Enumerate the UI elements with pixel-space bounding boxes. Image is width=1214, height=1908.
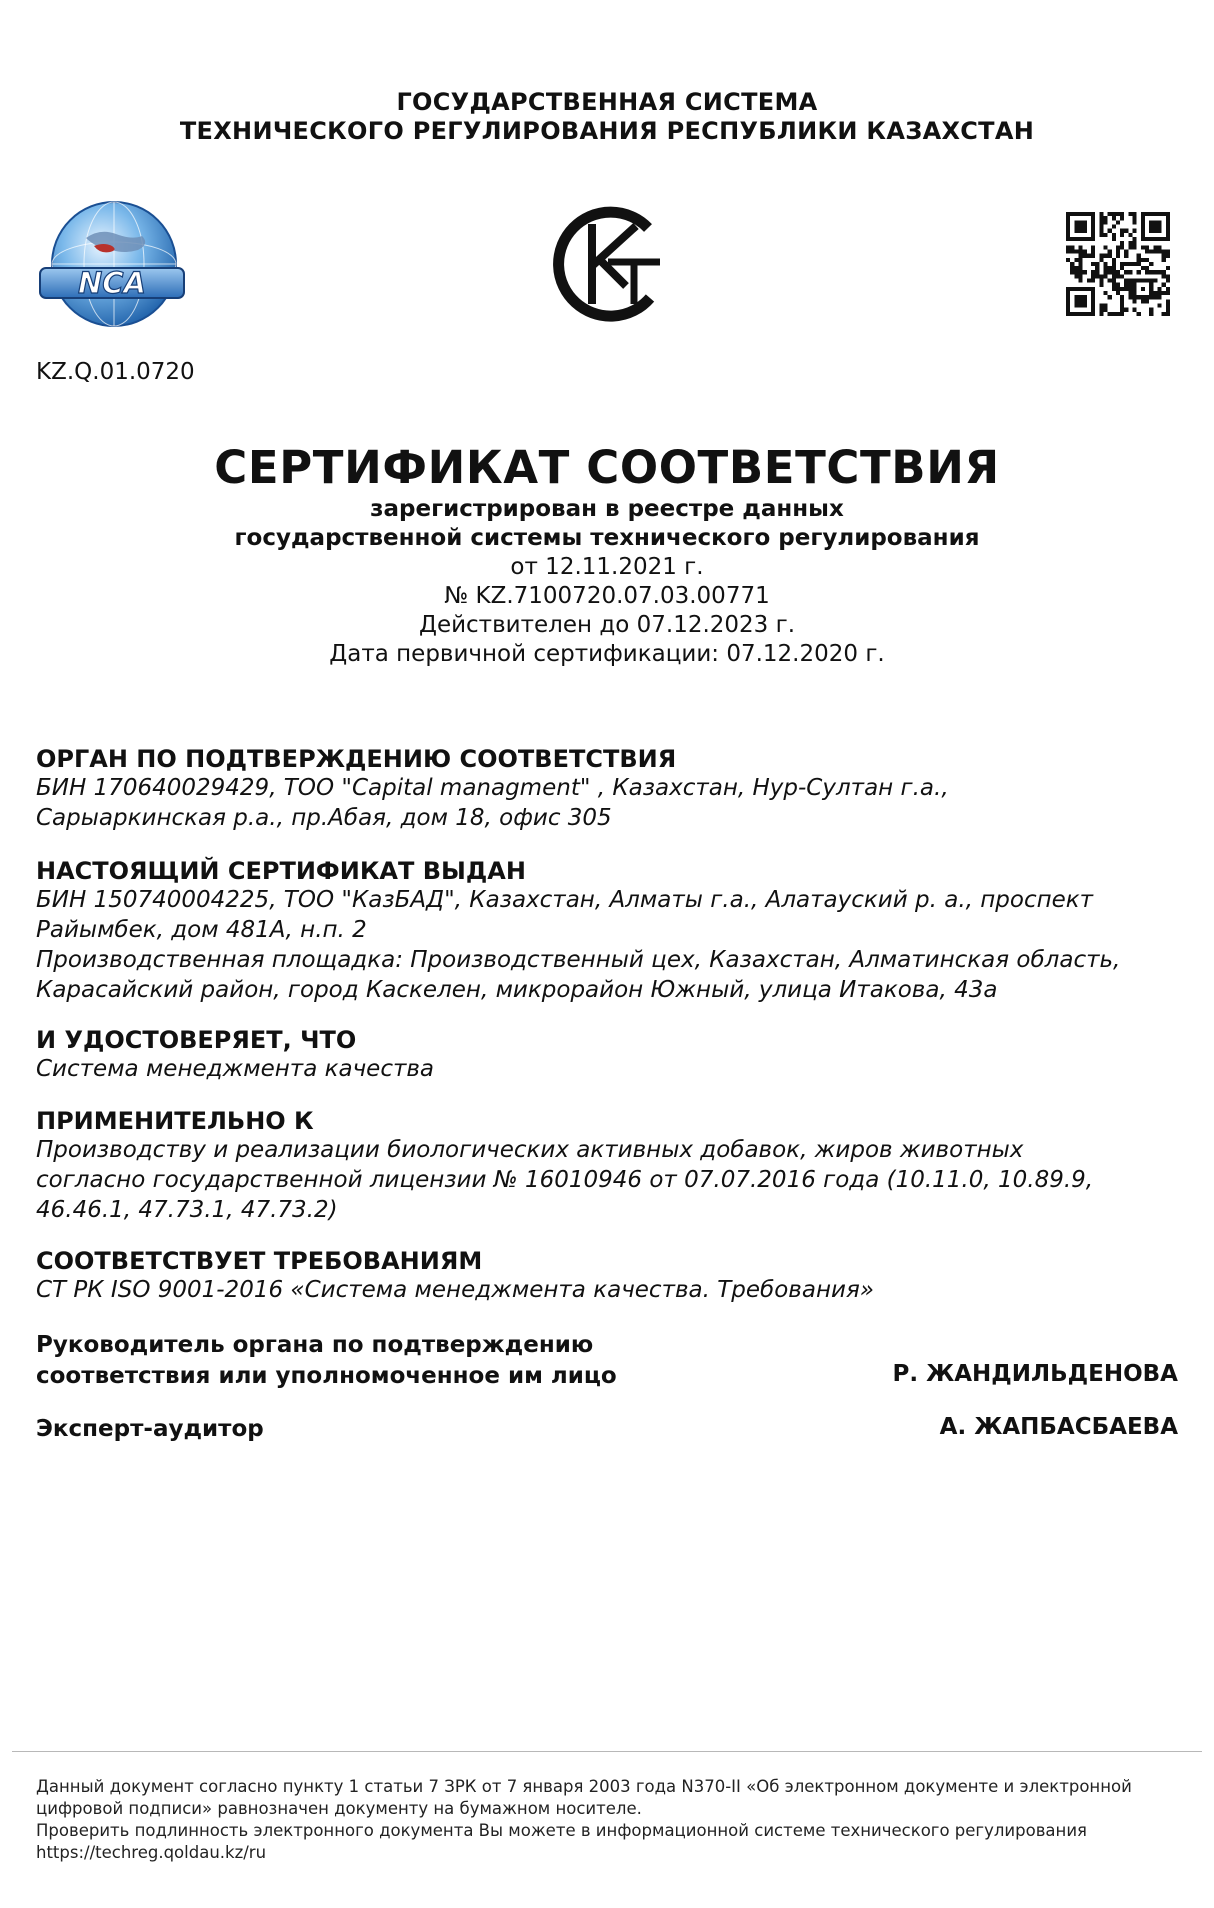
footer-line: Проверить подлинность электронного документа Вы можете в информационной системе технического регулирования (36, 1821, 1087, 1840)
footer-line: Данный документ согласно пункту 1 статьи 7 ЗРК от 7 января 2003 года N370-II «Об электронном документе и электронной (36, 1777, 1132, 1796)
section-line: Производству и реализации биологических активных добавок, жиров животных (36, 1137, 1024, 1163)
nca-logo (34, 198, 190, 330)
section-line: СТ РК ISO 9001-2016 «Система менеджмента качества. Требования» (36, 1277, 874, 1303)
section-line: Карасайский район, город Каскелен, микрорайон Южный, улица Итакова, 43а (36, 977, 998, 1003)
section-text (36, 1054, 1186, 1084)
section-text (36, 1275, 1186, 1305)
accreditation-code: KZ.Q.01.0720 (36, 359, 195, 385)
footer-divider (12, 1751, 1202, 1752)
certificate-title: СЕРТИФИКАТ СООТВЕТСТВИЯ (214, 441, 1000, 494)
section-line: БИН 170640029429, ТОО "Capital managment" , Казахстан, Нур-Султан г.а., (36, 775, 949, 801)
section-heading: НАСТОЯЩИЙ СЕРТИФИКАТ ВЫДАН (36, 857, 526, 885)
registered-line-2: государственной системы технического регулирования (234, 525, 980, 551)
head-role-line-1: Руководитель органа по подтверждению (36, 1332, 594, 1358)
certificate-number: № KZ.7100720.07.03.00771 (444, 583, 770, 609)
registered-line-1: зарегистрирован в реестре данных (370, 496, 844, 522)
expert-role: Эксперт-аудитор (36, 1416, 264, 1442)
section-text (36, 1135, 1186, 1225)
first-certification-date: Дата первичной сертификации: 07.12.2020 г. (329, 641, 885, 667)
section-text (36, 885, 1186, 1005)
section-heading: ОРГАН ПО ПОДТВЕРЖДЕНИЮ СООТВЕТСТВИЯ (36, 745, 677, 773)
section-heading: И УДОСТОВЕРЯЕТ, ЧТО (36, 1026, 357, 1054)
section-line: согласно государственной лицензии № 16010946 от 07.07.2016 года (10.11.0, 10.89.9, (36, 1167, 1094, 1193)
head-role (36, 1330, 617, 1392)
nca-logo-text: NCA (78, 266, 146, 300)
section-line: 46.46.1, 47.73.1, 47.73.2) (36, 1197, 338, 1223)
head-name: Р. ЖАНДИЛЬДЕНОВА (892, 1361, 1178, 1387)
section-heading: ПРИМЕНИТЕЛЬНО К (36, 1107, 314, 1135)
section-line: Производственная площадка: Производственный цех, Казахстан, Алматинская область, (36, 947, 1121, 973)
section-heading: СООТВЕТСТВУЕТ ТРЕБОВАНИЯМ (36, 1247, 483, 1275)
footer-link[interactable]: https://techreg.qoldau.kz/ru (36, 1843, 267, 1862)
header-line-1: ГОСУДАРСТВЕННАЯ СИСТЕМА (396, 88, 818, 116)
head-role-line-2: соответствия или уполномоченное им лицо (36, 1363, 617, 1389)
section-line: Сарыаркинская р.а., пр.Абая, дом 18, офис 305 (36, 805, 612, 831)
section-line: Райымбек, дом 481А, н.п. 2 (36, 917, 367, 943)
registration-date: от 12.11.2021 г. (510, 554, 704, 580)
expert-name: А. ЖАПБАСБАЕВА (939, 1414, 1178, 1440)
valid-until: Действителен до 07.12.2023 г. (418, 612, 796, 638)
kt-conformity-mark (548, 200, 672, 328)
footer-note (36, 1776, 1186, 1864)
kt-mark-text: КТ (608, 326, 612, 328)
section-line: БИН 150740004225, ТОО "КазБАД", Казахстан, Алматы г.а., Алатауский р. а., проспект (36, 887, 1094, 913)
section-line: Система менеджмента качества (36, 1056, 435, 1082)
qr-code-icon (1066, 212, 1170, 316)
header-line-2: ТЕХНИЧЕСКОГО РЕГУЛИРОВАНИЯ РЕСПУБЛИКИ КАЗАХСТАН (179, 117, 1035, 145)
section-text (36, 773, 1186, 833)
footer-line: цифровой подписи» равнозначен документу на бумажном носителе. (36, 1799, 642, 1818)
